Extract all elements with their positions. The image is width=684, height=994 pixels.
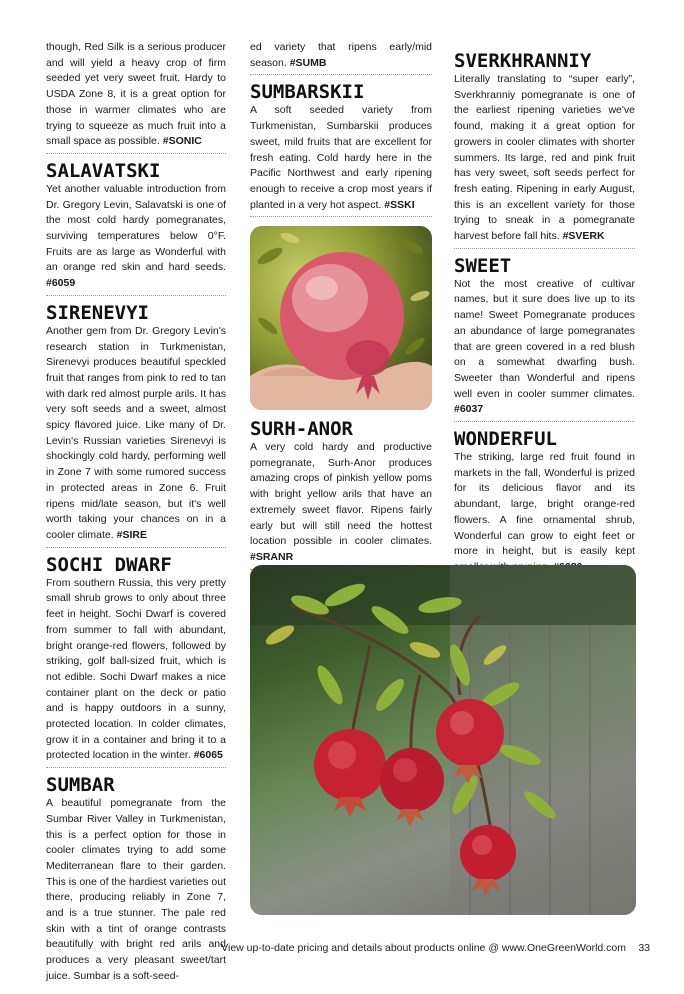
entry-description: From southern Russia, this very pretty small shrub grows to only about three feet in height. Sochi Dwarf is covered from summer to fall with abundant, bright orange-red flowers, followed by striking, golf ball-sized fruit, which is not edible. Sochi Dwarf makes a nice container plant on the deck or patio and is happy outdoors in a sunny, protected location. In colder climates, grow it in a container and bring it to a protected location in the winter. — [46, 576, 226, 762]
product-code: #SVERK — [562, 230, 605, 243]
column-2 — [250, 40, 432, 223]
variety-title: SIRENEVYI — [46, 301, 149, 324]
entry-wonderful — [454, 428, 635, 580]
pomegranate-hand-illustration — [250, 226, 432, 410]
entry-red-silk-continued — [46, 40, 226, 154]
product-code: #6059 — [46, 277, 76, 290]
product-code: #SSKI — [384, 198, 415, 211]
entry-text — [454, 450, 635, 576]
pomegranate-branch-photo — [250, 565, 636, 915]
column-2-lower — [250, 418, 432, 576]
column-3 — [454, 50, 635, 586]
pomegranate-in-hand-photo — [250, 226, 432, 410]
entry-text — [46, 796, 226, 984]
variety-title: WONDERFUL — [454, 428, 557, 451]
product-code: #SONIC — [162, 135, 202, 148]
variety-title: SOCHI DWARF — [46, 553, 172, 576]
entry-text — [454, 72, 635, 245]
entry-description: Not the most creative of cultivar names, but it sure does live up to its name! Sweet Pomegranate produces an abundance of large pomegranates that are green covered in a red blush on a somewhat dwarfing bush. Sweeter than Wonderful and ripens well even in cooler summer climates. — [454, 277, 635, 400]
variety-title: SURH-ANOR — [250, 418, 353, 440]
product-code: #SIRE — [116, 528, 147, 541]
entry-description: A soft seeded variety from Turkmenistan, Sumbarskii produces sweet, mild fruits that are excellent for fresh eating. Cold hardy here in the Pacific Northwest and early ripening enough to receive a crop most years if planted in a very hot aspect. — [250, 104, 432, 211]
entry-sumbarskii — [250, 81, 432, 217]
entry-text — [46, 40, 226, 150]
entry-surh-anor — [250, 418, 432, 570]
entry-description: Another gem from Dr. Gregory Levin's research station in Turkmenistan, Sirenevyi produces beautiful speckled fruit that ranges from pink to red to tan with dark red almost purple arils. It has very soft seeds and a sweet, almost spicy flavored juice. Like many of Dr. Levin's Russian varieties Sirenevyi is shockingly cold hardy, performing well in Zone 7 with some rumored success in protected areas in Zone 6. Fruit ripens mid/late season, but it's well worth taking your chances on in a cooler climate. — [46, 324, 226, 541]
variety-title: SUMBAR — [46, 774, 115, 797]
entry-sochi-dwarf — [46, 554, 226, 768]
entry-sirenevyi — [46, 302, 226, 548]
entry-description: A very cold hardy and productive pomegranate, Surh-Anor produces amazing crops of pinkish yellow poms with bright yellow arils that have an extremely sweet flavor. Ripens fairly early but will still need the hottest location possible in cooler climates. — [250, 441, 432, 548]
entry-description: ed variety that ripens early/mid season. — [250, 41, 432, 69]
entry-text — [46, 182, 226, 292]
entry-description: Yet another valuable introduction from Dr. Gregory Levin, Salavatski is one of the most cold hardy pomegranates, surviving temperatures below 0°F. Fruits are as large as Wonderful with an orange red skin and hard seeds. — [46, 182, 226, 274]
entry-text — [46, 576, 226, 764]
entry-sweet — [454, 255, 635, 422]
entry-text — [250, 440, 432, 566]
pomegranate-branch-illustration — [250, 565, 636, 915]
product-code: #SRANR — [250, 550, 294, 563]
entry-text — [454, 277, 635, 418]
entry-text — [250, 40, 432, 71]
entry-description: Literally translating to “super early”, Sverkhranniy pomegranate is one of the earliest ripening varieties we've found, making it a great option for growers in cooler climates with shorter summers. Its large, red and pink fruit has very sweet, soft seeds perfect for fresh eating. Ripening in early August, this is an excellent variety for those trying to sneak in a pomegranate harvest before fall hits. — [454, 73, 635, 243]
entry-sverkhranniy — [454, 50, 635, 249]
page-number: 33 — [638, 942, 650, 954]
entry-salavatski — [46, 160, 226, 296]
variety-title: SVERKHRANNIY — [454, 50, 592, 72]
entry-description: A beautiful pomegranate from the Sumbar River Valley in Turkmenistan, this is a perfect option for those in cooler climates trying to add some Mediterranean flare to their garden. This is one of the hardiest varieties out there, producing reliably in Zone 7, and is a true stunner. The pale red skin with a tint of orange contrasts beautifully with bright red arils and produces a very pleasant sweet/tart juice. Sumbar is a soft-seed- — [46, 797, 226, 982]
footer-website-note: View up-to-date pricing and details about products online @ www.OneGreenWorld.com — [221, 942, 626, 954]
entry-text — [250, 103, 432, 213]
variety-title: SWEET — [454, 254, 512, 277]
column-1 — [46, 40, 226, 994]
variety-title: SUMBARSKII — [250, 81, 365, 104]
entry-sumbar-continued — [250, 40, 432, 75]
entry-text — [46, 324, 226, 544]
entry-sumbar — [46, 774, 226, 987]
variety-title: SALAVATSKI — [46, 159, 161, 182]
entry-description: though, Red Silk is a serious producer and will yield a heavy crop of firm seeded yet very sweet fruit. Hardy to USDA Zone 8, it is a great option for those in warmer climates who are trying to squeeze as much fruit into a small space as possible. — [46, 41, 226, 148]
entry-description: The striking, large red fruit found in markets in the fall, Wonderful is prized for its delicious flavor and its abundant, large, bright orange-red flowers. A fine ornamental shrub, Wonderful can grow to eight feet or more in height, but is easily kept — [454, 451, 635, 558]
product-code: #SUMB — [289, 56, 327, 69]
product-code: #6037 — [454, 403, 484, 416]
product-code: #6065 — [193, 749, 223, 762]
